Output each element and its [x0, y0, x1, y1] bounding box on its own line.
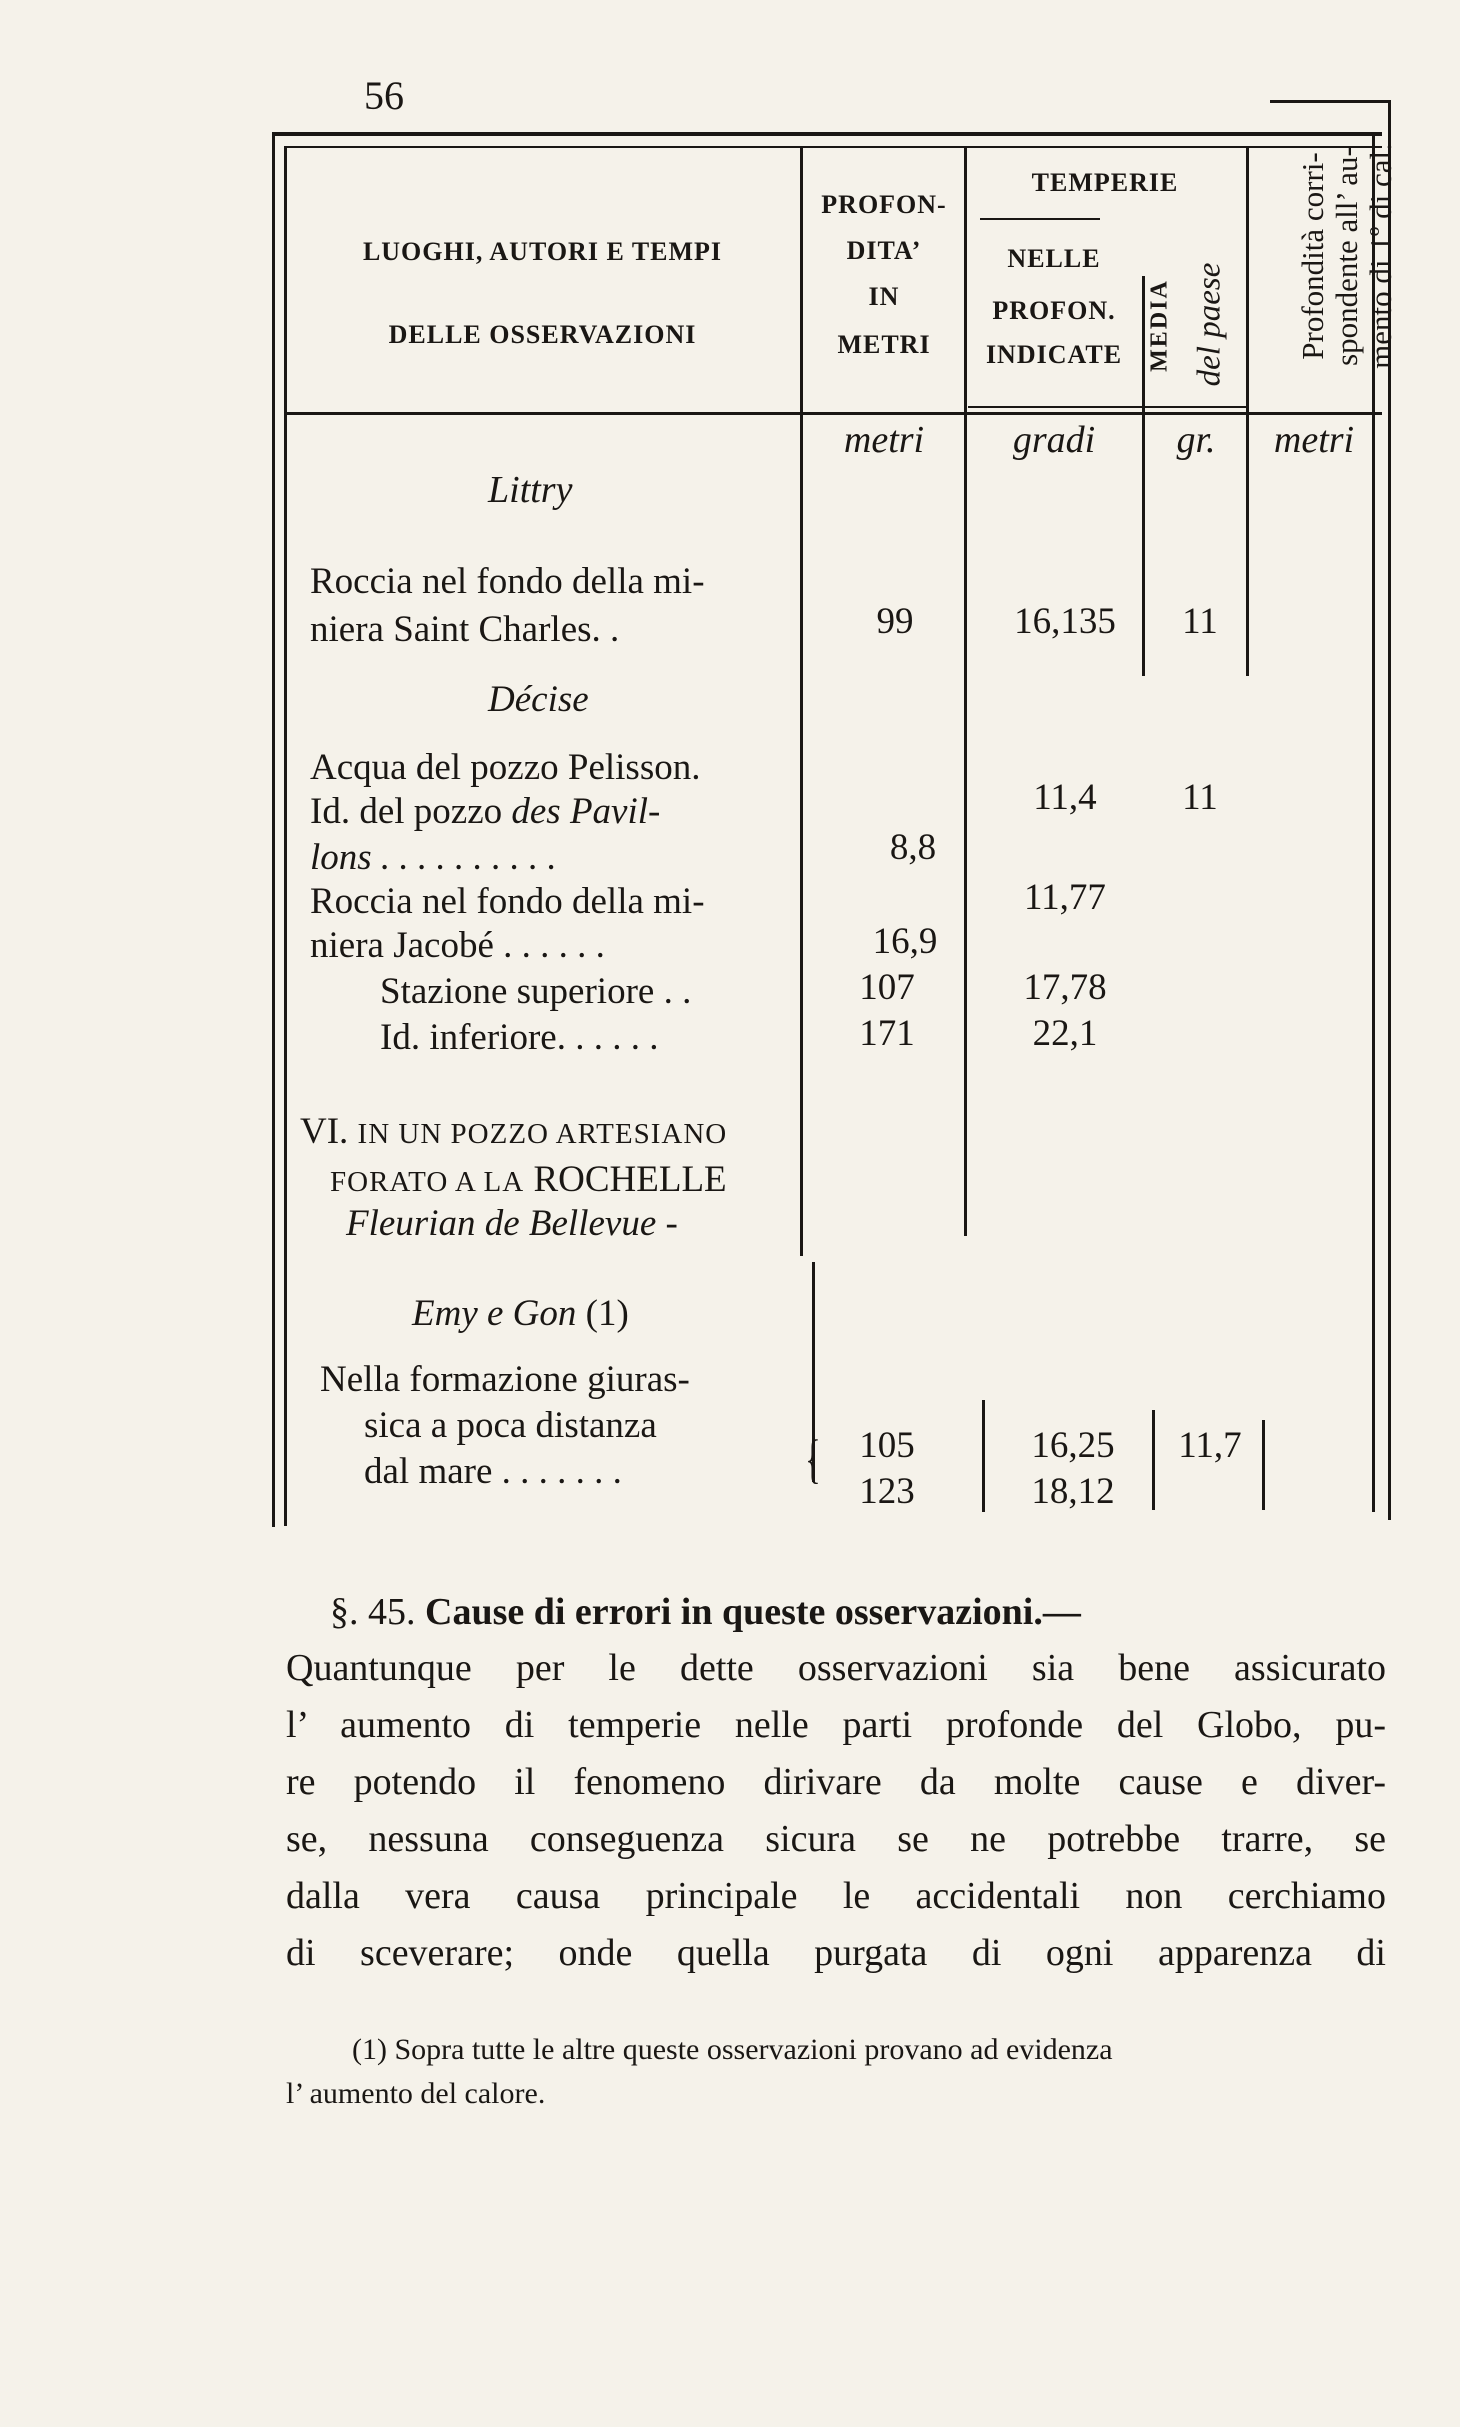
temp-22-1: 22,1: [1032, 1013, 1098, 1054]
footnote: [286, 2028, 1382, 2116]
row-formazione-line2: sica a poca distanza: [364, 1405, 657, 1446]
author-fleurian: Fleurian de Bellevue -: [346, 1203, 678, 1244]
location-decise: Décise: [488, 679, 589, 720]
location-littry: Littry: [488, 469, 573, 511]
depth-107: 107: [859, 967, 915, 1008]
row-formazione-line1: Nella formazione giuras-: [320, 1359, 690, 1400]
header-profondita-1: PROFON-: [821, 190, 947, 219]
row-pozzo-pavillons-line1: [310, 790, 660, 833]
right-corner-rule: [1270, 100, 1390, 103]
body-line-4: se, nessuna conseguenza sicura se ne potrebbe trarre, se: [286, 1818, 1386, 1860]
section-vi-forato: FORATO A LA: [330, 1166, 525, 1198]
media-11-b: 11: [1182, 777, 1218, 818]
depth-brace: {: [805, 1429, 821, 1489]
page-number: 56: [364, 73, 404, 118]
row-roccia-jacobe-line1: Roccia nel fondo della mi-: [310, 881, 705, 922]
author-emy-gon: [412, 1292, 629, 1335]
header-del-paese: del paese: [1191, 262, 1228, 387]
row-stazione-superiore: Stazione superiore . .: [380, 971, 692, 1012]
row-pozzo-pavillons-b: des Pavil-: [511, 791, 661, 832]
row-id-inferiore: Id. inferiore. . . . . .: [380, 1017, 659, 1058]
header-profondita-corr-3: mento di 1º di cal.: [1363, 143, 1398, 369]
header-temperie: TEMPERIE: [1031, 168, 1179, 197]
col2-rule-lower: [982, 1400, 985, 1512]
left-inner-rule: [284, 146, 287, 1526]
table-top-rule-inner: [284, 146, 1382, 148]
unit-gradi: gradi: [1012, 419, 1096, 461]
temperie-rule: [980, 218, 1100, 220]
row-pozzo-pavillons-line2: lons . . . . . . . . . .: [310, 837, 557, 878]
col3-rule-lower: [1152, 1410, 1155, 1510]
row-roccia-jacobe-line2: niera Jacobé . . . . . .: [310, 925, 605, 966]
depth-123: 123: [859, 1471, 915, 1512]
author-emy-gon-names: Emy e Gon: [412, 1293, 577, 1334]
left-outer-rule: [272, 132, 275, 1527]
row-roccia-saint-charles-line2: niera Saint Charles. .: [310, 609, 620, 650]
section-vi-number: VI.: [300, 1111, 349, 1152]
section-vi-line2: [330, 1158, 727, 1201]
unit-gr: gr.: [1176, 419, 1216, 461]
footnote-line-2: l’ aumento del calore.: [286, 2077, 546, 2110]
header-luoghi: LUOGHI, AUTORI E TEMPI: [362, 237, 723, 266]
section-heading: [330, 1590, 1081, 1634]
section-number: §. 45.: [330, 1591, 416, 1633]
header-profondita-corr-1: Profondità corri-: [1295, 152, 1330, 360]
header-profondita-3: IN: [868, 282, 900, 311]
col1-rule: [800, 146, 803, 1256]
header-media: MEDIA: [1146, 279, 1173, 372]
media-11-7: 11,7: [1178, 1425, 1242, 1466]
unit-metri-2: metri: [1273, 419, 1355, 461]
row-pozzo-pelisson: Acqua del pozzo Pelisson.: [310, 747, 701, 788]
depth-8-8: 8,8: [889, 827, 937, 868]
footnote-ref: (1): [585, 1293, 629, 1334]
header-profondita-4: METRI: [837, 330, 931, 359]
body-line-2: l’ aumento di temperie nelle parti profonde del Globo, pu-: [286, 1704, 1386, 1746]
temp-16135: 16,135: [1014, 601, 1116, 642]
section-vi-rochelle: ROCHELLE: [533, 1159, 727, 1200]
depth-171: 171: [859, 1013, 915, 1054]
temp-11-77: 11,77: [1024, 877, 1106, 918]
body-line-1: Quantunque per le dette osservazioni sia bene assicurato: [286, 1647, 1386, 1689]
depth-105: 105: [859, 1425, 915, 1466]
col4-rule: [1246, 146, 1249, 676]
row-formazione-line3: dal mare . . . . . . .: [364, 1451, 622, 1492]
section-title: Cause di errori in queste osservazioni.—: [425, 1591, 1081, 1633]
table-top-rule: [272, 132, 1382, 136]
temp-17-78: 17,78: [1023, 967, 1107, 1008]
header-nelle: NELLE: [1007, 244, 1101, 273]
header-profondita-2: DITA’: [846, 236, 922, 265]
footnote-line-1: (1) Sopra tutte le altre queste osservazioni provano ad evidenza: [352, 2033, 1113, 2066]
media-11-a: 11: [1182, 601, 1218, 642]
temp-11-4: 11,4: [1033, 777, 1097, 818]
header-profondita-corr-2: spondente all’ au-: [1329, 146, 1364, 366]
header-osservazioni: DELLE OSSERVAZIONI: [388, 320, 697, 349]
section-vi-line1: [300, 1110, 727, 1153]
body-line-6: di sceverare; onde quella purgata di ogni apparenza di: [286, 1932, 1386, 1974]
section-vi-title: IN UN POZZO ARTESIANO: [357, 1118, 728, 1150]
body-paragraph: [286, 1640, 1386, 1982]
body-line-5: dalla vera causa principale le accidentali non cerchiamo: [286, 1875, 1386, 1917]
row-roccia-saint-charles-line1: Roccia nel fondo della mi-: [310, 561, 705, 602]
depth-99: 99: [876, 601, 914, 642]
col3-rule: [1142, 276, 1145, 676]
depth-16-9: 16,9: [872, 921, 938, 962]
col4-rule-lower: [1262, 1420, 1265, 1510]
unit-metri: metri: [843, 419, 925, 461]
row-pozzo-pavillons-a: Id. del pozzo: [310, 791, 503, 832]
body-line-3: re potendo il fenomeno dirivare da molte cause e diver-: [286, 1761, 1386, 1803]
temp-18-12: 18,12: [1031, 1471, 1115, 1512]
temp-16-25: 16,25: [1031, 1425, 1115, 1466]
header-profon: PROFON.: [992, 296, 1116, 325]
header-indicate: INDICATE: [985, 340, 1123, 369]
